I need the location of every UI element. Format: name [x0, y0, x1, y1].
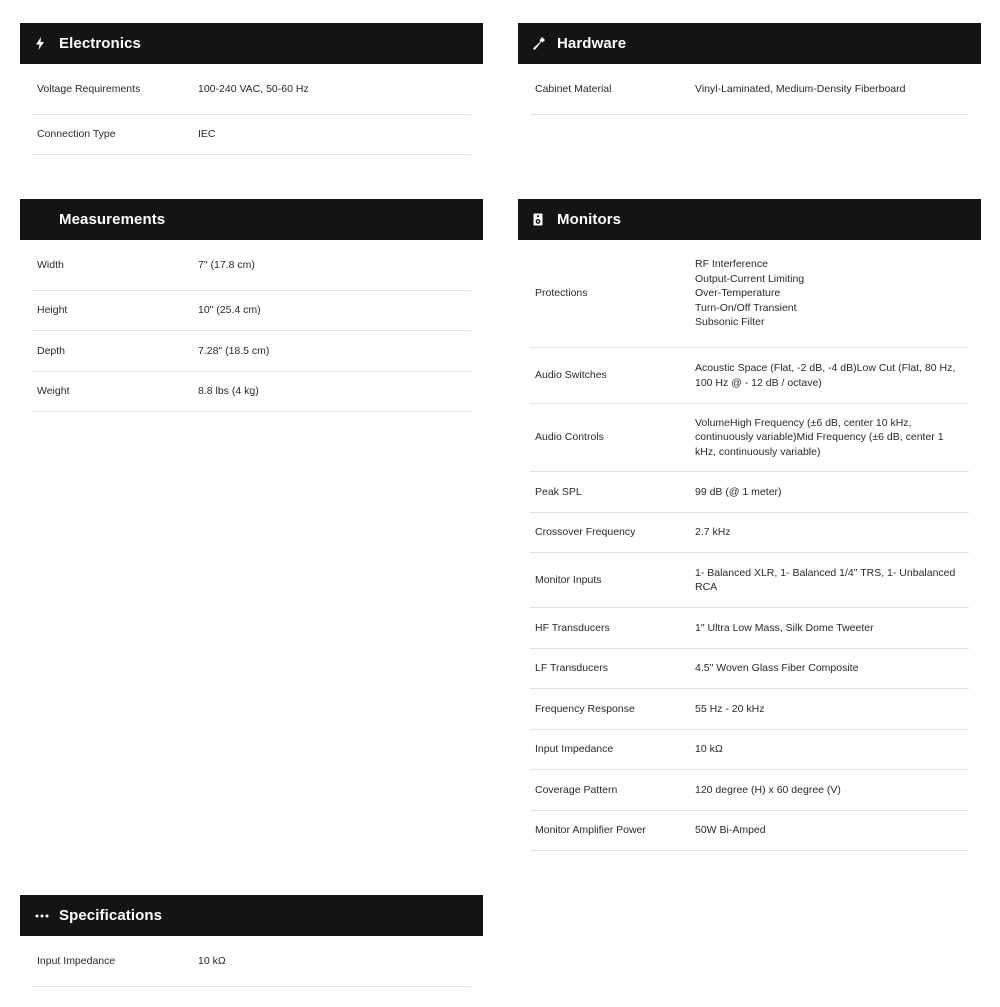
spec-value	[695, 416, 969, 460]
measurements-header	[20, 199, 483, 240]
spec-row-protections	[530, 240, 969, 348]
spec-value: 10" (25.4 cm)	[198, 304, 261, 317]
spec-label: Protections	[535, 287, 588, 300]
spec-value: 7" (17.8 cm)	[198, 258, 255, 271]
spec-label: Input Impedance	[37, 954, 116, 967]
spec-row-height	[32, 291, 471, 331]
section-title: Measurements	[59, 211, 166, 228]
spec-label: Cabinet Material	[535, 82, 612, 95]
spec-label: Depth	[37, 344, 66, 357]
spec-label: Audio Controls	[535, 431, 604, 444]
spec-row-audio-switches	[530, 348, 969, 404]
spec-row-peak-spl	[530, 472, 969, 513]
more-dots-icon	[35, 914, 57, 918]
spec-row-crossover	[530, 513, 969, 553]
spec-label: Connection Type	[37, 128, 116, 141]
spec-label: Width	[37, 258, 64, 271]
spec-value-line: Over-Temperature	[695, 287, 781, 300]
spec-value: 1" Ultra Low Mass, Silk Dome Tweeter	[695, 621, 874, 634]
spec-value: 50W Bi-Amped	[695, 824, 766, 837]
spec-row-cabinet	[530, 64, 969, 115]
spec-value: 2.7 kHz	[695, 526, 731, 539]
spec-value	[695, 566, 969, 595]
spec-value: 7.28" (18.5 cm)	[198, 344, 270, 357]
spec-value-line: VolumeHigh Frequency (±6 dB, center 10 kHz,	[695, 416, 912, 429]
spec-row-voltage	[32, 64, 471, 115]
spec-value: 120 degree (H) x 60 degree (V)	[695, 783, 841, 796]
spec-row-amplifier-power	[530, 811, 969, 851]
spec-row-input-impedance	[530, 730, 969, 770]
spec-row-input-impedance	[32, 936, 471, 987]
spec-value: 10 kΩ	[695, 743, 723, 756]
speaker-icon	[533, 213, 555, 226]
hardware-header	[518, 23, 981, 64]
spec-label: LF Transducers	[535, 662, 608, 675]
spec-row-audio-controls	[530, 404, 969, 472]
spec-label: Monitor Amplifier Power	[535, 824, 646, 837]
section-title: Monitors	[557, 211, 622, 228]
spec-row-weight	[32, 372, 471, 412]
spec-label: Height	[37, 304, 68, 317]
spec-label: Peak SPL	[535, 485, 582, 498]
spec-value	[695, 257, 969, 330]
spec-label: Weight	[37, 385, 70, 398]
lightning-bolt-icon	[35, 37, 57, 50]
spec-label: Audio Switches	[535, 369, 607, 382]
spec-value	[695, 361, 969, 390]
measurements-section	[20, 199, 483, 412]
spec-value-line: Turn-On/Off Transient	[695, 301, 797, 314]
spec-label: Input Impedance	[535, 743, 614, 756]
electronics-header	[20, 23, 483, 64]
spec-row-connection	[32, 115, 471, 155]
spec-value-line: RCA	[695, 581, 718, 593]
spec-label: Frequency Response	[535, 702, 635, 715]
spec-value: 4.5" Woven Glass Fiber Composite	[695, 662, 859, 675]
monitors-section	[518, 199, 981, 851]
spec-row-width	[32, 240, 471, 291]
spec-value-line: Output-Current Limiting	[695, 272, 805, 285]
monitors-header	[518, 199, 981, 240]
spec-value: 99 dB (@ 1 meter)	[695, 485, 782, 498]
spec-label: HF Transducers	[535, 621, 610, 634]
spec-row-hf-transducers	[530, 608, 969, 649]
specifications-section	[20, 895, 483, 987]
spec-value: 100-240 VAC, 50-60 Hz	[198, 82, 309, 95]
spec-row-frequency-response	[530, 689, 969, 730]
spec-label: Crossover Frequency	[535, 526, 636, 539]
spec-row-lf-transducers	[530, 649, 969, 689]
spec-value-line: continuously variable)Mid Frequency (±6 dB, center 1	[695, 431, 944, 444]
spec-value-line: RF Interference	[695, 258, 768, 271]
spec-value: IEC	[198, 128, 216, 141]
spec-row-monitor-inputs	[530, 553, 969, 608]
spec-row-depth	[32, 331, 471, 372]
spec-value: 10 kΩ	[198, 954, 226, 967]
spec-row-coverage-pattern	[530, 770, 969, 811]
spec-label: Monitor Inputs	[535, 573, 602, 586]
spec-value: Vinyl-Laminated, Medium-Density Fiberboard	[695, 82, 906, 95]
spec-value: 55 Hz - 20 kHz	[695, 702, 765, 715]
spec-value-line: 100 Hz @ - 12 dB / octave)	[695, 376, 822, 389]
spec-value: 8.8 lbs (4 kg)	[198, 385, 259, 398]
specifications-header	[20, 895, 483, 936]
section-title: Electronics	[59, 35, 141, 52]
spec-value-line: Acoustic Space (Flat, -2 dB, -4 dB)Low Cut (Flat, 80 Hz,	[695, 362, 956, 374]
electronics-section	[20, 23, 483, 155]
spec-value-line: 1- Balanced XLR, 1- Balanced 1/4" TRS, 1- Unbalanced	[695, 566, 956, 579]
section-title: Hardware	[557, 35, 627, 52]
hardware-section	[518, 23, 981, 115]
section-title: Specifications	[59, 907, 163, 924]
spec-value-line: kHz, continuously variable)	[695, 445, 821, 458]
spec-value-line: Subsonic Filter	[695, 316, 765, 329]
spec-label: Coverage Pattern	[535, 783, 618, 796]
spec-label: Voltage Requirements	[37, 82, 141, 95]
screwdriver-icon	[533, 37, 555, 50]
